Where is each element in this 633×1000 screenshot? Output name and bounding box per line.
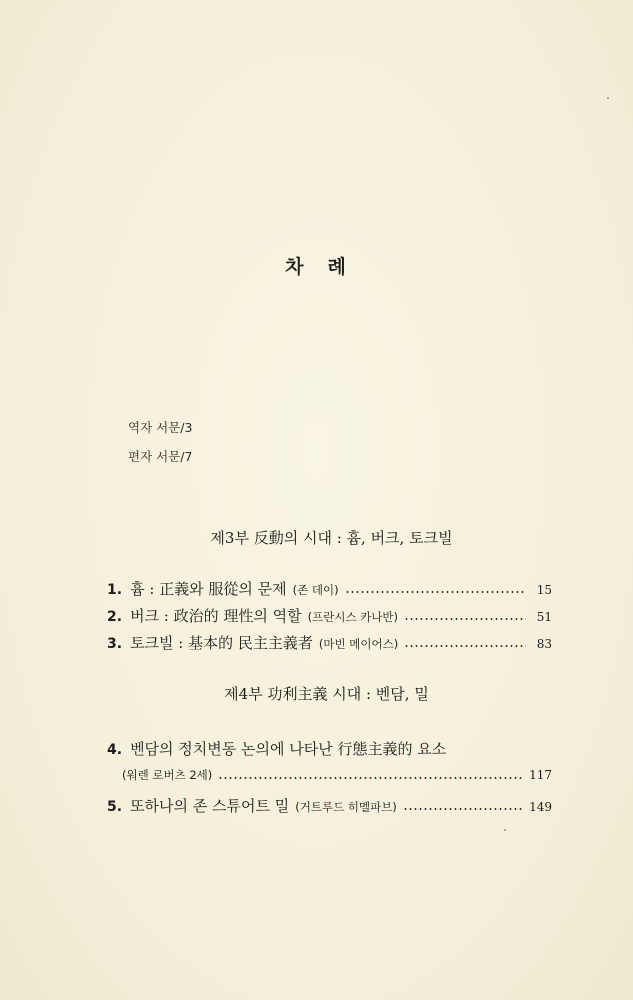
entry-number: 4.	[107, 742, 123, 758]
entry-title: 흄 : 正義와 服從의 문제	[130, 580, 287, 598]
entry-number: 2.	[107, 609, 123, 625]
entry-author: (존 데이)	[292, 583, 339, 597]
dot-leader	[345, 591, 526, 593]
part-4-heading: 제4부 功利主義 시대 : 벤담, 밀	[224, 685, 429, 703]
entry-author: (프란시스 카나반)	[307, 610, 399, 624]
page-title	[0, 252, 633, 279]
dot-leader	[404, 618, 526, 620]
dot-leader	[218, 777, 523, 779]
toc-entry-2	[107, 605, 552, 626]
entry-page-number: 117	[529, 768, 552, 782]
entry-title: 버크 : 政治的 理性의 역할	[130, 607, 302, 625]
entry-number: 1.	[107, 582, 123, 598]
entry-number: 5.	[107, 799, 123, 815]
entry-author: (거트루드 히멜파브)	[295, 800, 397, 814]
entry-page-number: 15	[536, 583, 552, 597]
toc-entry-1	[107, 578, 552, 599]
translator-preface-line: 역자 서문/3	[128, 420, 193, 435]
title-char-1: 차	[285, 256, 306, 278]
entry-author: (워렌 로버츠 2세)	[122, 768, 213, 782]
dot-leader	[403, 808, 523, 810]
entry-title: 벤담의 정치변동 논의에 나타난 行態主義的 요소	[130, 740, 447, 758]
toc-entry-3	[107, 632, 552, 653]
part-3-heading: 제3부 反動의 시대 : 흄, 버크, 토크빌	[210, 529, 453, 547]
entry-page-number: 51	[536, 610, 552, 624]
entry-page-number: 149	[529, 800, 552, 814]
paper-speck	[607, 97, 609, 99]
toc-entry-4	[107, 738, 552, 759]
paper-speck	[504, 829, 506, 831]
entry-page-number: 83	[536, 637, 552, 651]
entry-number: 3.	[107, 636, 123, 652]
entry-title: 또하나의 존 스튜어트 밀	[130, 797, 290, 815]
toc-entry-5	[107, 795, 552, 816]
editor-preface-line: 편자 서문/7	[128, 449, 193, 464]
title-char-2: 례	[327, 256, 348, 278]
toc-entry-4-continuation	[122, 767, 552, 783]
entry-author: (마빈 메이어스)	[318, 637, 399, 651]
dot-leader	[404, 645, 526, 647]
entry-title: 토크빌 : 基本的 民主主義者	[130, 634, 313, 652]
